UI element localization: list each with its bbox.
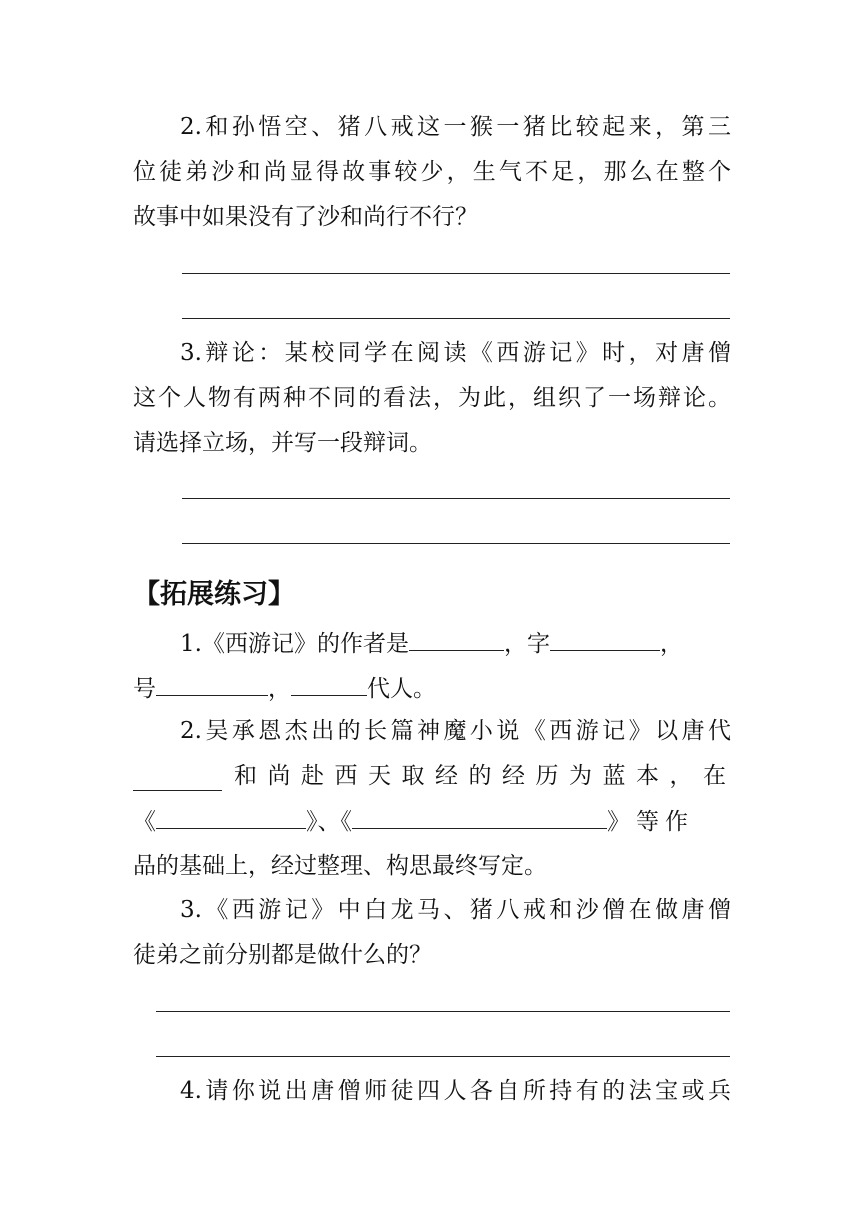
e2-line-3 (133, 806, 731, 836)
q2-line-3: 故事中如果没有了沙和尚行不行？ (133, 204, 478, 230)
q3-answer-line-2[interactable] (182, 543, 730, 544)
e1-blank-dynasty[interactable] (291, 673, 367, 696)
e2-close-2: 》等作 (607, 809, 694, 835)
q2-answer-line-1[interactable] (182, 273, 730, 274)
q3-answer-line-1[interactable] (182, 498, 730, 499)
e1-line-2 (133, 673, 731, 703)
e1-text-e: ， (268, 676, 291, 702)
q2-line-2: 位徒弟沙和尚显得故事较少，生气不足，那么在整个 (133, 159, 731, 185)
section-heading: 【拓展练习】 (133, 579, 295, 610)
e2-blank-work-2[interactable] (352, 806, 607, 829)
e1-line-1 (133, 628, 731, 658)
e1-text-a: 1.《西游记》的作者是 (180, 631, 409, 657)
e2-line-4: 品的基础上，经过整理、构思最终写定。 (133, 853, 547, 879)
q2-line-1: 2.和孙悟空、猪八戒这一猴一猪比较起来，第三 (180, 114, 731, 140)
e2-open-1: 《 (133, 809, 156, 835)
e1-text-d: 号 (133, 676, 156, 702)
e2-text-2: 和尚赴西天取经的经历为蓝本，在 (234, 763, 737, 789)
q3-line-3: 请选择立场，并写一段辩词。 (133, 430, 432, 456)
e1-text-f: 代人。 (367, 676, 436, 702)
e1-blank-courtesy-name[interactable] (550, 628, 660, 651)
q3-line-1: 3.辩论：某校同学在阅读《西游记》时，对唐僧 (180, 340, 731, 366)
e3-answer-line-1[interactable] (156, 1011, 730, 1012)
e3-line-1: 3.《西游记》中白龙马、猪八戒和沙僧在做唐僧 (180, 897, 731, 923)
e1-blank-pseudonym[interactable] (156, 673, 268, 696)
e2-blank-work-1[interactable] (156, 806, 306, 829)
e2-line-2 (133, 761, 737, 791)
e1-text-c: ， (659, 631, 683, 657)
e1-blank-author[interactable] (409, 628, 504, 651)
e1-text-b: ，字 (503, 631, 550, 657)
q2-answer-line-2[interactable] (182, 318, 730, 319)
e3-answer-line-2[interactable] (156, 1056, 730, 1057)
e2-line-1: 2.吴承恩杰出的长篇神魔小说《西游记》以唐代 (180, 718, 731, 744)
e3-line-2: 徒弟之前分别都是做什么的？ (133, 942, 432, 968)
e2-close-1: 》、《 (306, 809, 352, 835)
q3-line-2: 这个人物有两种不同的看法，为此，组织了一场辩论。 (133, 385, 731, 411)
e2-blank-monk[interactable] (133, 768, 222, 791)
e4-line-1: 4.请你说出唐僧师徒四人各自所持有的法宝或兵 (180, 1078, 731, 1104)
